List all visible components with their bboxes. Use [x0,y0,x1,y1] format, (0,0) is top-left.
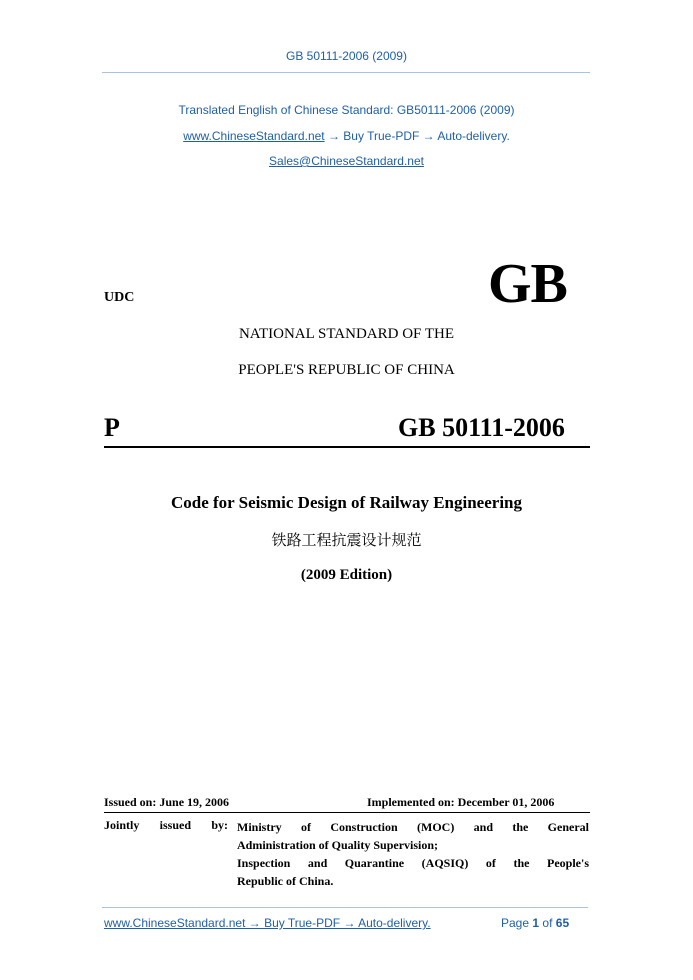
page-of: of [542,916,553,930]
udc-label: UDC [104,290,135,305]
national-standard-line-1: NATIONAL STANDARD OF THE [238,326,455,342]
page-total: 65 [555,916,570,930]
issuer-line: Inspection and Quarantine (AQSIQ) of the People's [237,856,589,870]
site-link[interactable]: www.ChineseStandard.net [183,129,325,143]
footer-divider [102,907,588,908]
national-standard-line-2: PEOPLE'S REPUBLIC OF CHINA [238,362,455,378]
page-indicator [501,916,569,930]
promo-purchase-line [0,129,693,143]
standard-number: GB 50111-2006 [398,413,565,442]
issuer-line: Republic of China. [237,874,334,888]
implemented-date: Implemented on: December 01, 2006 [367,795,555,809]
sales-email-link[interactable]: Sales@ChineseStandard.net [269,154,424,168]
header-divider [102,72,590,73]
page-current: 1 [532,916,540,930]
issuer-line: Ministry of Construction (MOC) and the General [237,820,589,834]
purchase-text: → Buy True-PDF → Auto-delivery. [324,129,510,143]
document-title-chinese: 铁路工程抗震设计规范 [271,531,422,549]
promo-translation-line: Translated English of Chinese Standard: GB50111-2006 (2009) [178,103,515,117]
issuance-divider [104,812,590,813]
footer-purchase-link[interactable]: www.ChineseStandard.net → Buy True-PDF → Auto-delivery. [104,916,431,930]
standard-number-divider [104,446,590,448]
issued-date: Issued on: June 19, 2006 [104,795,230,809]
document-title-english: Code for Seismic Design of Railway Engineering [170,493,522,512]
running-header-title: GB 50111-2006 (2009) [286,49,407,63]
edition-label: (2009 Edition) [300,567,393,583]
issuer-line: Administration of Quality Supervision; [237,838,439,852]
gb-mark: GB [488,253,567,315]
page-label: Page [501,916,530,930]
promo-sales-line [0,154,693,168]
classification-code: P [104,413,120,442]
jointly-issued-label: Jointly issued by: [104,818,228,832]
